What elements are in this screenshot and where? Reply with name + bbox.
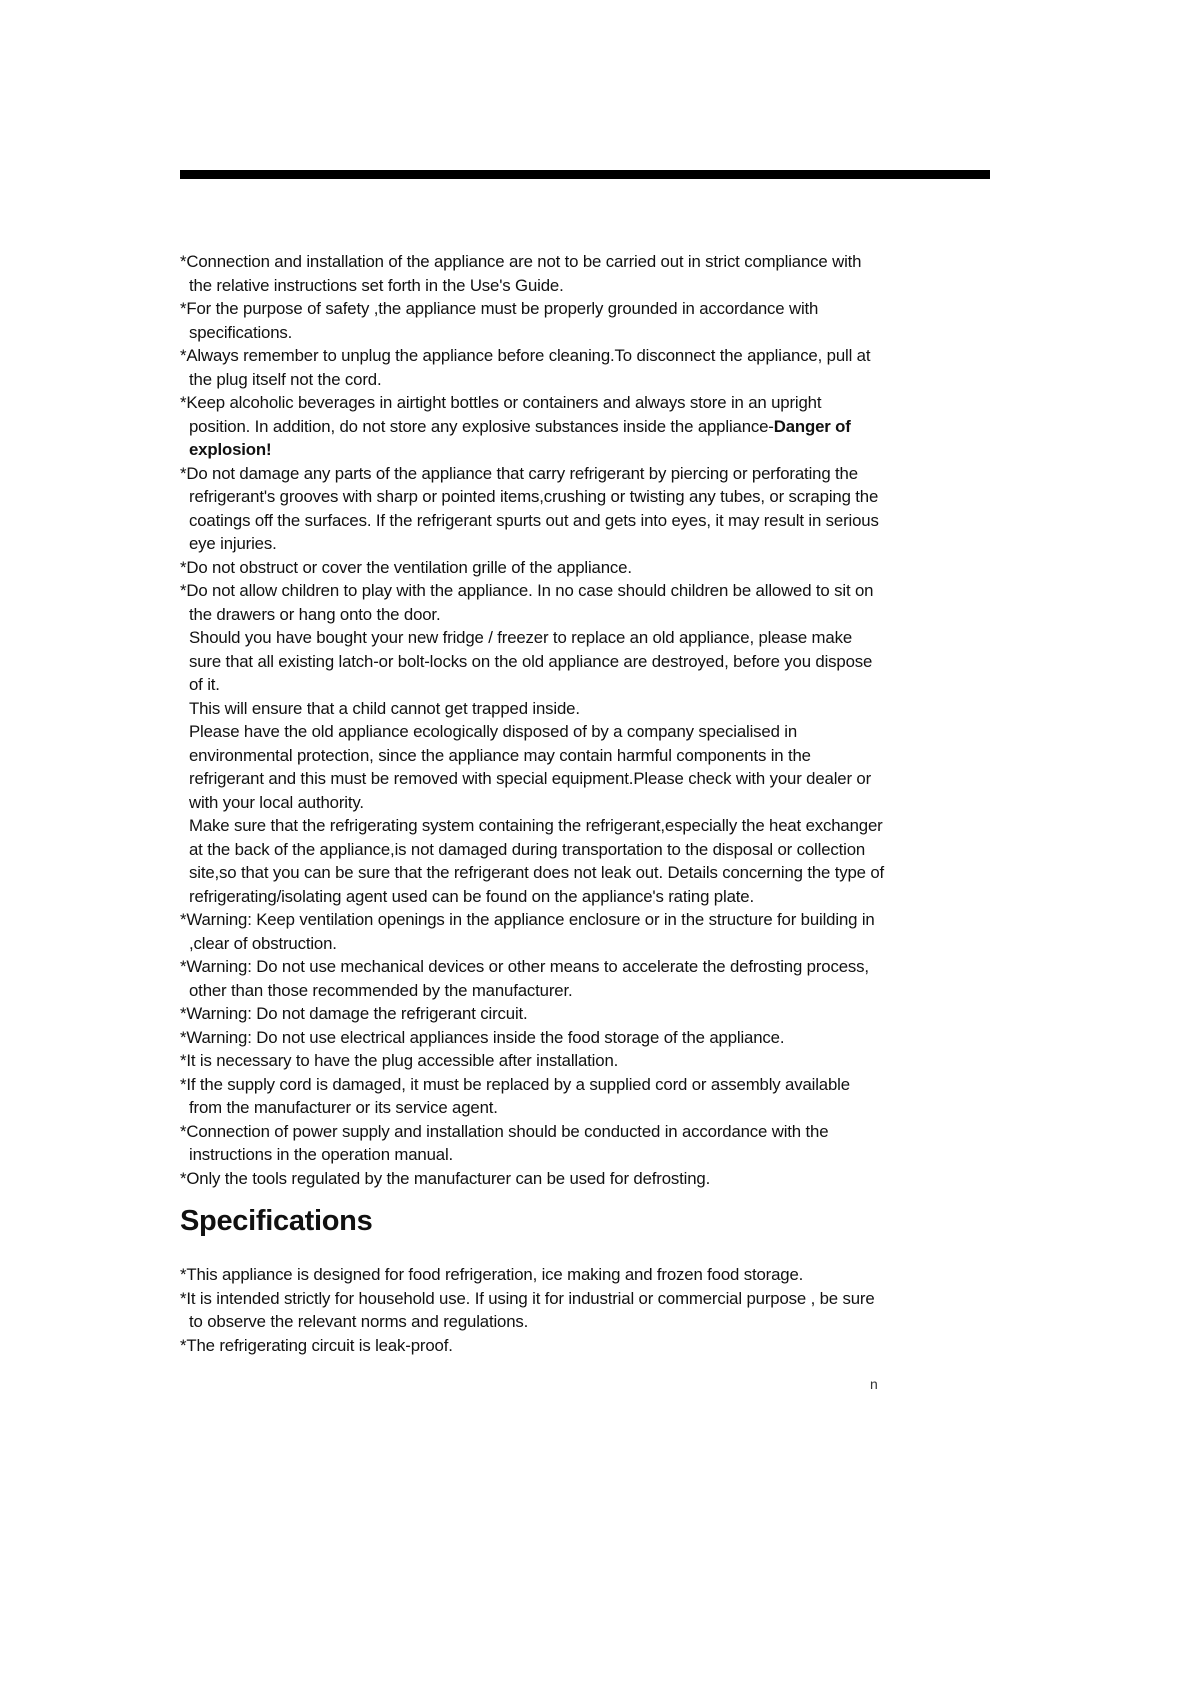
warning-ventilation: *Warning: Keep ventilation openings in the appliance enclosure or in the structure for building in ,clear of obstruction. <box>180 910 875 953</box>
document-body <box>180 250 885 1357</box>
spec-note-1: *This appliance is designed for food refrigeration, ice making and frozen food storage. <box>180 1265 804 1284</box>
safety-note-9: This will ensure that a child cannot get trapped inside. <box>189 698 580 718</box>
warning-electrical-appliances: *Warning: Do not use electrical appliances inside the food storage of the appliance. <box>180 1027 785 1047</box>
safety-note-power-supply: *Connection of power supply and installation should be conducted in accordance with the instructions in the operation manual. <box>180 1121 829 1164</box>
safety-note-3: *Always remember to unplug the appliance before cleaning.To disconnect the appliance, pull at the plug itself not the cord. <box>180 346 871 389</box>
warning-refrigerant-circuit: *Warning: Do not damage the refrigerant circuit. <box>180 1004 528 1023</box>
safety-note-10: Please have the old appliance ecologically disposed of by a company specialised in environmental protection, since the appliance may contain harmful components in the refrigerant and this must be removed with special equipment.Please check with your dealer or with your local authority. <box>189 722 872 812</box>
page-number: n <box>870 1376 878 1392</box>
safety-note-defrosting-tools: *Only the tools regulated by the manufacturer can be used for defrosting. <box>180 1168 711 1188</box>
safety-note-5: *Do not damage any parts of the appliance that carry refrigerant by piercing or perforating the refrigerant's grooves with sharp or pointed items,crushing or twisting any tubes, or scraping the coatings off the surfaces. If the refrigerant spurts out and gets into eyes, it may result in serious eye injuries. <box>180 463 879 553</box>
safety-note-1: *Connection and installation of the appliance are not to be carried out in strict compliance with the relative instructions set forth in the Use's Guide. <box>180 252 862 295</box>
top-rule <box>180 170 990 179</box>
specifications-heading: Specifications <box>180 1205 373 1237</box>
safety-note-2: *For the purpose of safety ,the appliance must be properly grounded in accordance with specifications. <box>180 299 819 342</box>
safety-note-6: *Do not obstruct or cover the ventilation grille of the appliance. <box>180 557 632 577</box>
safety-note-7: *Do not allow children to play with the appliance. In no case should children be allowed to sit on the drawers or hang onto the door. <box>180 581 874 624</box>
spec-note-3: *The refrigerating circuit is leak-proof. <box>180 1335 453 1355</box>
safety-note-4-text: *Keep alcoholic beverages in airtight bottles or containers and always store in an upright position. In addition, do not store any explosive substances inside the appliance- <box>180 393 822 436</box>
warning-defrosting: *Warning: Do not use mechanical devices or other means to accelerate the defrosting process, other than those recommended by the manufacturer. <box>180 957 869 1000</box>
safety-note-4 <box>180 391 885 462</box>
safety-note-supply-cord: *If the supply cord is damaged, it must be replaced by a supplied cord or assembly available from the manufacturer or its service agent. <box>180 1074 850 1117</box>
safety-note-8: Should you have bought your new fridge / freezer to replace an old appliance, please make sure that all existing latch-or bolt-locks on the old appliance are destroyed, before you dispose of it. <box>189 628 873 694</box>
safety-note-11: Make sure that the refrigerating system containing the refrigerant,especially the heat exchanger at the back of the appliance,is not damaged during transportation to the disposal or collection site,so that you can be sure that the refrigerant does not leak out. Details concerning the type of refrigerating/isolating agent used can be found on the appliance's rating plate. <box>189 816 885 906</box>
safety-note-plug: *It is necessary to have the plug accessible after installation. <box>180 1051 619 1070</box>
explosion-warning: Danger of explosion! <box>189 416 851 459</box>
spec-note-2: *It is intended strictly for household use. If using it for industrial or commercial purpose , be sure to observe the relevant norms and regulations. <box>180 1288 875 1331</box>
